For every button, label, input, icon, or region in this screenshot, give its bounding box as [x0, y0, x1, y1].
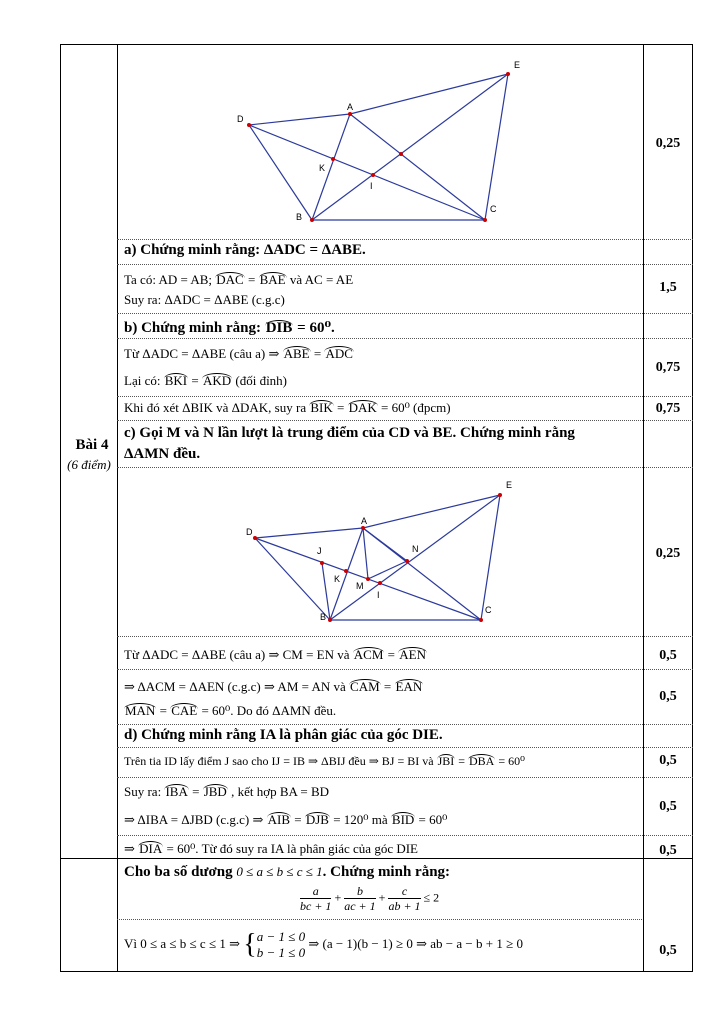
- score-part-d-3: 0,5: [659, 843, 677, 858]
- score-part-d-2: 0,5: [659, 799, 677, 814]
- bai5-line-1: Vì 0 ≤ a ≤ b ≤ c ≤ 1 ⇒ { a − 1 ≤ 0 b − 1 ≤ 0 ⇒ (a − 1)(b − 1) ≥ 0 ⇒ ab − a − b + 1 ≥ 0: [124, 929, 523, 960]
- section-title: Bài 4: [75, 437, 109, 453]
- fig1-label-K: K: [319, 163, 326, 173]
- score-part-b-2: 0,75: [655, 401, 681, 416]
- fig2-label-N: N: [412, 544, 419, 554]
- part-a-heading: a) Chứng minh rằng: ΔADC = ΔABE.: [124, 242, 366, 258]
- part-c-line-1: Từ ΔADC = ΔABE (câu a) ⇒ CM = EN và ACM = AEN: [124, 647, 426, 662]
- fig1-label-B: B: [296, 212, 303, 222]
- part-b-line-2: Lại có: BKI = AKD (đối đỉnh): [124, 373, 288, 388]
- fig2-label-K: K: [334, 574, 341, 584]
- fig1-label-A: A: [347, 102, 354, 112]
- fig1-label-I: I: [370, 181, 373, 191]
- fig2-label-C: C: [485, 605, 492, 615]
- part-a-line-1: Ta có: AD = AB; DAC = BAE và AC = AE: [124, 272, 354, 287]
- fig2-label-D: D: [246, 527, 253, 537]
- part-b-line-3: Khi đó xét ΔBIK và ΔDAK, suy ra BIK = DAK = 60⁰ (đpcm): [124, 400, 451, 415]
- score-part-b-1: 0,75: [655, 360, 681, 375]
- figure-1-diagram: [118, 44, 643, 239]
- fig2-label-E: E: [506, 480, 513, 490]
- fig1-label-C: C: [490, 204, 497, 214]
- score-part-d-1: 0,5: [659, 753, 677, 768]
- part-c-line-3: MAN = CAE = 60⁰. Do đó ΔAMN đều.: [125, 703, 337, 718]
- fig1-label-D: D: [237, 114, 244, 124]
- part-d-heading: d) Chứng minh rằng IA là phân giác của góc DIE.: [124, 727, 443, 743]
- part-d-line-2: Suy ra: IBA = JBD , kết hợp BA = BD: [124, 784, 330, 799]
- score-figure-1: 0,25: [655, 136, 681, 151]
- fig2-label-J: J: [317, 546, 322, 556]
- part-d-line-3: ⇒ ΔIBA = ΔJBD (c.g.c) ⇒ AIB = DJB = 120⁰ mà BID = 60⁰: [124, 812, 448, 827]
- score-figure-2: 0,25: [655, 546, 681, 561]
- score-bai5: 0,5: [659, 943, 677, 958]
- fig1-label-E: E: [514, 60, 521, 70]
- part-c-heading-line-1: c) Gọi M và N lần lượt là trung điểm của CD và BE. Chứng minh rằng: [124, 425, 575, 441]
- fig2-label-B: B: [320, 612, 327, 622]
- section-points: (6 điểm): [67, 457, 111, 472]
- figure-2-diagram: [118, 468, 643, 636]
- part-b-heading: b) Chứng minh rằng: DIB = 60⁰.: [124, 320, 335, 336]
- part-d-line-4: ⇒ DIA = 60⁰. Từ đó suy ra IA là phân giác của góc DIE: [124, 841, 418, 856]
- bai5-inequality: $\frac{a}{bc + 1}$ + $\frac{b}{ac + 1}$ + $\frac{c}{ab + 1}$ ≤ 2: [300, 884, 440, 913]
- bai5-heading: Cho ba số dương 0 ≤ a ≤ b ≤ c ≤ 1. Chứng minh rằng:: [124, 864, 451, 880]
- score-part-c-1: 0,5: [659, 648, 677, 663]
- fig2-label-A: A: [361, 516, 368, 526]
- part-d-line-1: Trên tia ID lấy điểm J sao cho IJ = IB ⇒ ΔBIJ đều ⇒ BJ = BI và JBI = DBA = 60⁰: [124, 754, 525, 768]
- score-part-c-2: 0,5: [659, 689, 677, 704]
- part-b-line-1: Từ ΔADC = ΔABE (câu a) ⇒ ABE = ADC: [124, 346, 353, 361]
- part-a-line-2: Suy ra: ΔADC = ΔABE (c.g.c): [124, 292, 285, 307]
- score-part-a: 1,5: [659, 280, 677, 295]
- fig2-label-I: I: [377, 590, 380, 600]
- part-c-line-2: ⇒ ΔACM = ΔAEN (c.g.c) ⇒ AM = AN và CAM = EAN: [124, 679, 423, 694]
- part-c-heading-line-2: ΔAMN đều.: [124, 446, 201, 462]
- fig2-label-M: M: [356, 581, 364, 591]
